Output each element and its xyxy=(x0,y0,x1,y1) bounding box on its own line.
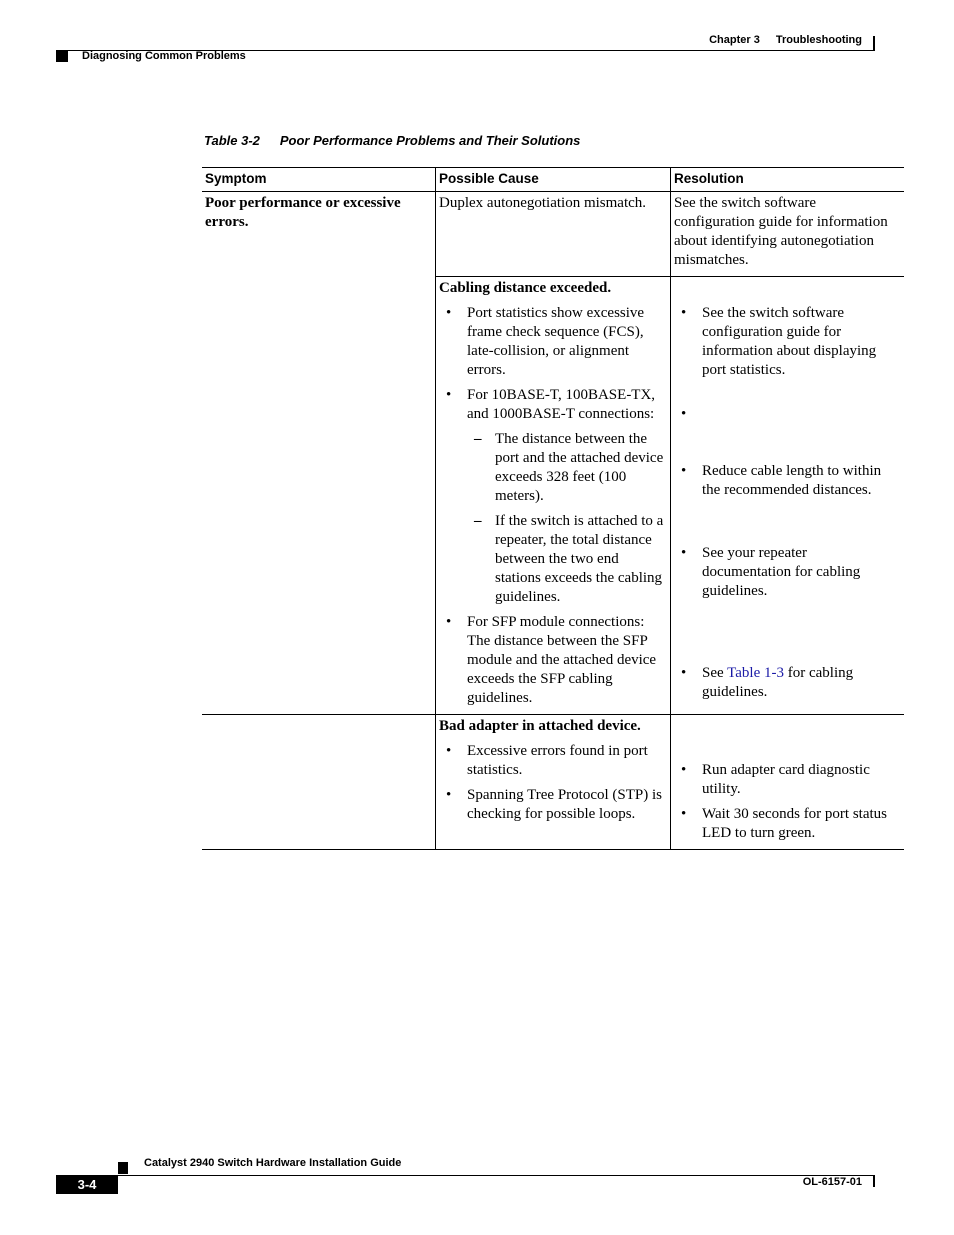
list-item: • Port statistics show excessive frame check sequence (FCS), late-collision, or alignment errors. xyxy=(439,304,664,380)
cause-cabling-list xyxy=(439,304,664,708)
symptom-cell: Poor performance or excessive errors. xyxy=(205,195,401,230)
table-caption xyxy=(204,133,580,148)
table-header-row xyxy=(202,168,904,192)
running-header-chapter xyxy=(709,34,862,46)
table-row-duplex xyxy=(202,192,904,277)
resolution-cabling xyxy=(671,277,905,715)
header-resolution: Resolution xyxy=(671,168,905,192)
header-block-marker xyxy=(56,51,68,62)
list-item: • Run adapter card diagnostic utility. xyxy=(674,761,898,799)
resolution-cabling-list xyxy=(674,304,898,462)
list-item: – If the switch is attached to a repeater, the total distance between the two end stations exceeds the cabling guidelines. xyxy=(467,512,664,607)
list-item: • See Table 1-3 for cabling guidelines. xyxy=(674,664,898,702)
list-item-empty xyxy=(674,405,898,462)
symptom-cell-empty xyxy=(202,277,436,715)
doc-number: OL-6157-01 xyxy=(802,1176,862,1188)
resolution-duplex: See the switch software configuration guide for information about identifying autonegotiation mismatches. xyxy=(671,192,905,277)
list-item: • Wait 30 seconds for port status LED to turn green. xyxy=(674,805,898,843)
symptom-cell-empty xyxy=(202,715,436,850)
list-item: • Reduce cable length to within the recommended distances. xyxy=(674,462,898,538)
guide-title: Catalyst 2940 Switch Hardware Installation Guide xyxy=(144,1157,402,1169)
list-item: • See your repeater documentation for cabling guidelines. xyxy=(674,544,898,658)
cause-adapter xyxy=(436,715,671,850)
resolution-adapter xyxy=(671,715,905,850)
spacer xyxy=(674,717,898,755)
cause-adapter-list xyxy=(439,742,664,824)
resolution-distance-list xyxy=(674,462,898,702)
table-number: Table 3-2 xyxy=(204,133,260,148)
cause-duplex: Duplex autonegotiation mismatch. xyxy=(436,192,671,277)
list-item: • For SFP module connections: The distance between the SFP module and the attached device exceeds the SFP cabling guidelines. xyxy=(439,613,664,708)
problems-table xyxy=(202,167,904,850)
cause-cabling xyxy=(436,277,671,715)
resolution-adapter-list xyxy=(674,761,898,843)
cause-copper-sublist xyxy=(467,430,664,607)
chapter-title: Troubleshooting xyxy=(775,34,862,46)
table-row-cabling xyxy=(202,277,904,715)
header-symptom: Symptom xyxy=(202,168,436,192)
footer-block-marker xyxy=(118,1162,128,1174)
footer-rule xyxy=(56,1175,875,1176)
table-title: Poor Performance Problems and Their Solutions xyxy=(279,133,581,148)
cause-adapter-title: Bad adapter in attached device. xyxy=(439,718,641,734)
chapter-label: Chapter 3 xyxy=(709,34,760,46)
footer-tick-mark xyxy=(873,1175,875,1187)
section-title: Diagnosing Common Problems xyxy=(82,50,246,62)
spacer xyxy=(674,279,898,298)
cause-cabling-title: Cabling distance exceeded. xyxy=(439,280,612,296)
page-number: 3-4 xyxy=(56,1176,118,1194)
list-item: – The distance between the port and the attached device exceeds 328 feet (100 meters). xyxy=(467,430,664,506)
table-row-adapter xyxy=(202,715,904,850)
list-item: • See the switch software configuration guide for information about displaying port statistics. xyxy=(674,304,898,399)
list-item: • For 10BASE-T, 100BASE-TX, and 1000BASE-T connections: – The distance between the port and the attached device exceeds 328 feet (100 meters). – If the switch is attached to a repeater, the total distance between the two end stations exceeds the cabling guidelines. xyxy=(439,386,664,607)
list-item: • Spanning Tree Protocol (STP) is checking for possible loops. xyxy=(439,786,664,824)
header-tick-mark xyxy=(873,36,875,50)
list-item: • Excessive errors found in port statistics. xyxy=(439,742,664,780)
header-possible-cause: Possible Cause xyxy=(436,168,671,192)
table-1-3-link[interactable]: Table 1-3 xyxy=(727,665,784,681)
